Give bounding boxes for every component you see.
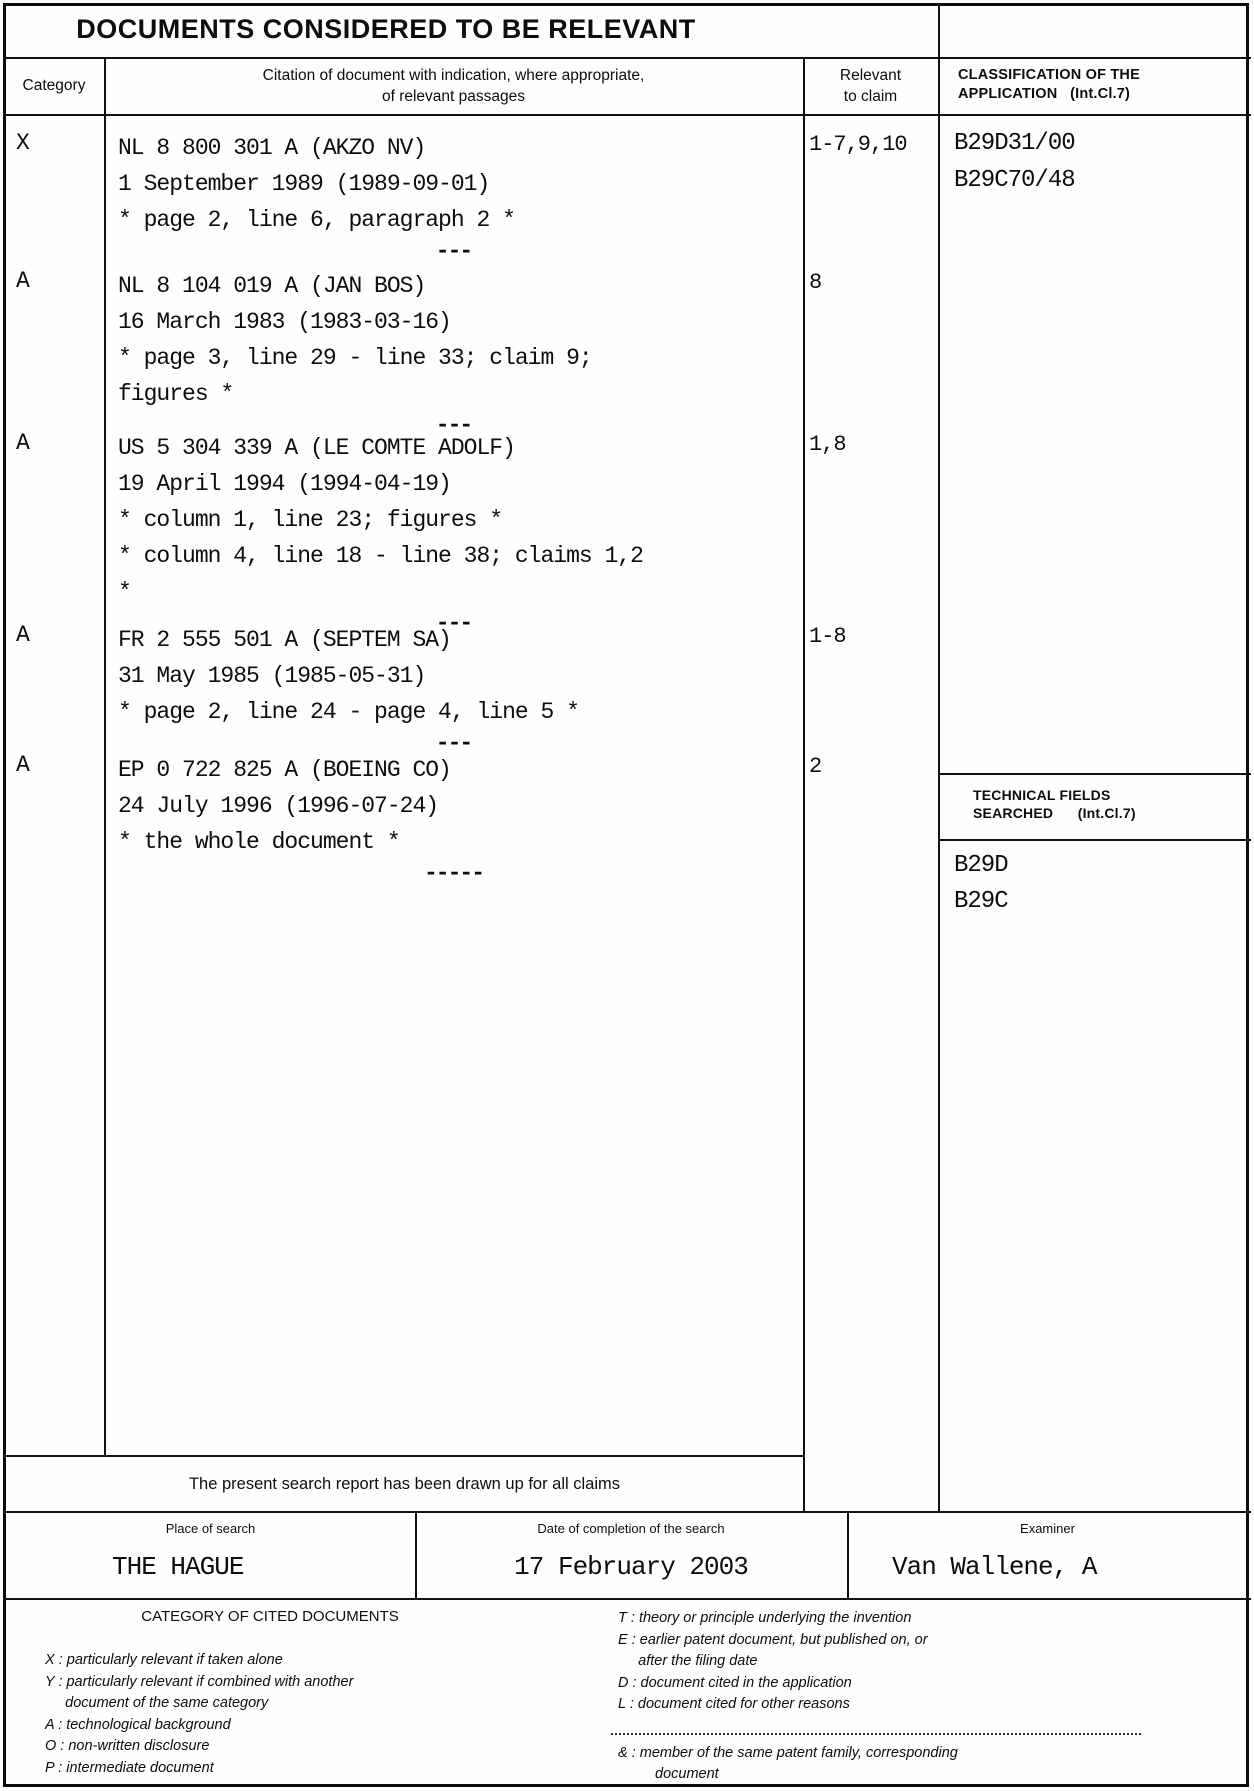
grid-line-classification-col xyxy=(938,3,940,1511)
citation-line: 31 May 1985 (1985-05-31) xyxy=(118,663,426,689)
entry-separator: ----- xyxy=(423,860,483,886)
entry-separator: --- xyxy=(435,730,472,756)
legend-dotted-divider xyxy=(611,1733,1141,1735)
legend-item: E : earlier patent document, but published on, or xyxy=(618,1631,928,1648)
document-title: DOCUMENTS CONSIDERED TO BE RELEVANT xyxy=(76,14,696,44)
citation-line: 19 April 1994 (1994-04-19) xyxy=(118,471,451,497)
category-letter: X xyxy=(16,130,30,156)
entry-separator: --- xyxy=(435,610,472,636)
citation-line: FR 2 555 501 A (SEPTEM SA) xyxy=(118,627,451,653)
grid-line-relevant-col xyxy=(803,57,805,1511)
citation-line: figures * xyxy=(118,381,234,407)
grid-line-category-col xyxy=(104,57,106,1455)
column-header-relevant-line1: Relevant xyxy=(839,67,902,84)
legend-item: document of the same category xyxy=(45,1695,269,1711)
legend-item: A : technological background xyxy=(45,1716,231,1733)
citation-line: * xyxy=(118,579,131,605)
grid-line-techfields-top xyxy=(938,773,1251,775)
citation-line: 24 July 1996 (1996-07-24) xyxy=(118,793,439,819)
classification-code: B29D31/00 xyxy=(954,130,1075,157)
citation-line: 16 March 1983 (1983-03-16) xyxy=(118,309,451,335)
relevant-to-claim-value: 1-8 xyxy=(809,624,846,649)
legend-item: P : intermediate document xyxy=(45,1759,214,1776)
citation-line: * page 2, line 6, paragraph 2 * xyxy=(118,207,515,233)
citation-line: EP 0 722 825 A (BOEING CO) xyxy=(118,757,451,783)
column-header-relevant-line2: to claim xyxy=(843,88,898,105)
legend-item: T : theory or principle underlying the invention xyxy=(618,1610,912,1626)
column-header-classification-line1: CLASSIFICATION OF THE xyxy=(958,67,1140,83)
citation-line: * column 4, line 18 - line 38; claims 1,2 xyxy=(118,543,643,569)
legend-item: D : document cited in the application xyxy=(618,1674,852,1691)
citation-line: NL 8 800 301 A (AKZO NV) xyxy=(118,135,426,161)
legend-amp-line2: document xyxy=(655,1766,719,1782)
grid-line-techfields-bottom xyxy=(938,839,1251,841)
grid-line-legend-top xyxy=(3,1598,1251,1600)
category-letter: A xyxy=(16,430,30,456)
date-of-completion-value: 17 February 2003 xyxy=(514,1552,748,1582)
place-of-search-value: THE HAGUE xyxy=(112,1552,244,1582)
legend-item: Y : particularly relevant if combined with another xyxy=(45,1673,354,1690)
entry-separator: --- xyxy=(435,238,472,264)
technical-field-code: B29D xyxy=(954,852,1008,879)
classification-code: B29C70/48 xyxy=(954,167,1075,194)
relevant-to-claim-value: 2 xyxy=(809,754,822,779)
legend-left-title: CATEGORY OF CITED DOCUMENTS xyxy=(141,1608,399,1625)
citation-line: US 5 304 339 A (LE COMTE ADOLF) xyxy=(118,435,515,461)
column-header-classification-line2: APPLICATION (Int.Cl.7) xyxy=(958,86,1131,102)
technical-fields-header-line1: TECHNICAL FIELDS xyxy=(973,787,1111,803)
place-of-search-label: Place of search xyxy=(165,1521,256,1536)
grid-line-footer-top xyxy=(3,1511,1251,1513)
column-header-citation-line1: Citation of document with indication, where appropriate, xyxy=(262,67,645,84)
category-letter: A xyxy=(16,752,30,778)
entry-separator: --- xyxy=(435,412,472,438)
column-header-citation-line2: of relevant passages xyxy=(381,88,526,105)
legend-item: after the filing date xyxy=(618,1653,758,1669)
relevant-to-claim-value: 1-7,9,10 xyxy=(809,132,907,157)
legend-amp-line1: & : member of the same patent family, corresponding xyxy=(618,1745,958,1761)
column-header-category: Category xyxy=(22,77,86,94)
citation-line: * the whole document * xyxy=(118,829,400,855)
relevant-to-claim-value: 1,8 xyxy=(809,432,846,457)
category-letter: A xyxy=(16,622,30,648)
examiner-value: Van Wallene, A xyxy=(892,1552,1097,1582)
citation-line: * page 3, line 29 - line 33; claim 9; xyxy=(118,345,592,371)
legend-item: O : non-written disclosure xyxy=(45,1738,210,1754)
citation-line: * page 2, line 24 - page 4, line 5 * xyxy=(118,699,579,725)
drawn-up-statement: The present search report has been drawn up for all claims xyxy=(188,1475,621,1493)
relevant-to-claim-value: 8 xyxy=(809,270,822,295)
legend-item: X : particularly relevant if taken alone xyxy=(45,1652,283,1668)
legend-item: L : document cited for other reasons xyxy=(618,1696,850,1712)
date-of-completion-label: Date of completion of the search xyxy=(537,1521,725,1536)
citation-line: NL 8 104 019 A (JAN BOS) xyxy=(118,273,426,299)
category-letter: A xyxy=(16,268,30,294)
citation-line: * column 1, line 23; figures * xyxy=(118,507,503,533)
examiner-label: Examiner xyxy=(1020,1521,1075,1536)
citation-line: 1 September 1989 (1989-09-01) xyxy=(118,171,490,197)
technical-fields-header-line2: SEARCHED (Int.Cl.7) xyxy=(973,805,1136,821)
grid-line-header-bottom xyxy=(3,114,1251,116)
technical-field-code: B29C xyxy=(954,888,1008,915)
grid-line-header-top xyxy=(3,57,1251,59)
grid-line-drawnup-top xyxy=(3,1455,805,1457)
